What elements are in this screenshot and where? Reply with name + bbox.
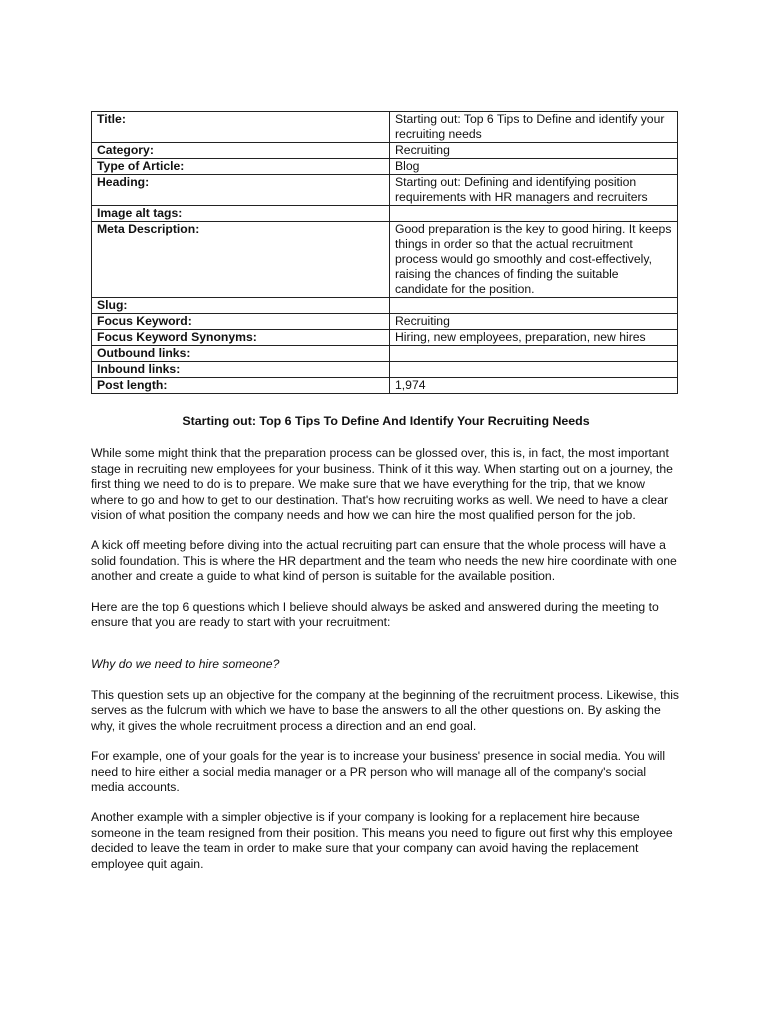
table-row <box>92 206 678 222</box>
paragraph: For example, one of your goals for the year is to increase your business' presence in social media. You will need to hire either a social media manager or a PR person who will manage all of the company's social media accounts. <box>91 749 666 794</box>
paragraph: Here are the top 6 questions which I believe should always be asked and answered during the meeting to ensure that you are ready to start with your recruitment: <box>91 599 659 630</box>
table-row <box>92 346 678 362</box>
meta-key: Image alt tags: <box>92 206 390 222</box>
table-row <box>92 159 678 175</box>
table-row <box>92 378 678 394</box>
article-heading: Starting out: Top 6 Tips To Define And Identify Your Recruiting Needs <box>182 414 590 428</box>
question-subheading: Why do we need to hire someone? <box>91 657 280 672</box>
table-row <box>92 314 678 330</box>
meta-value: Recruiting <box>390 314 678 330</box>
article-body <box>91 414 681 887</box>
meta-key: Slug: <box>92 298 390 314</box>
meta-value <box>390 362 678 378</box>
meta-value <box>390 346 678 362</box>
meta-value: 1,974 <box>390 378 678 394</box>
meta-value: Blog <box>390 159 678 175</box>
meta-key: Title: <box>92 112 390 143</box>
meta-key: Inbound links: <box>92 362 390 378</box>
table-row <box>92 362 678 378</box>
meta-key: Focus Keyword Synonyms: <box>92 330 390 346</box>
article-meta-table <box>91 111 678 394</box>
meta-key: Outbound links: <box>92 346 390 362</box>
table-row <box>92 330 678 346</box>
meta-value <box>390 206 678 222</box>
paragraph: A kick off meeting before diving into the actual recruiting part can ensure that the whole process will have a solid foundation. This is where the HR department and the team who needs the new hire coordinate with one another and create a guide to what kind of person is suitable for the available position. <box>91 538 677 584</box>
paragraph: While some might think that the preparation process can be glossed over, this is, in fact, the most important stage in recruiting new employees for your business. Think of it this way. When starting out on a journey, the first thing we need to do is to prepare. We make sure that we have everything for the trip, that we know where to go and how to get to our destination. That's how recruiting works as well. We need to have a clear vision of what position the company needs and how we can hire the most qualified person for the job. <box>91 446 673 523</box>
meta-key: Meta Description: <box>92 222 390 298</box>
meta-key: Category: <box>92 143 390 159</box>
table-row <box>92 143 678 159</box>
meta-value: Starting out: Defining and identifying position requirements with HR managers and recruiters <box>390 175 678 206</box>
table-row <box>92 112 678 143</box>
meta-key: Post length: <box>92 378 390 394</box>
meta-key: Type of Article: <box>92 159 390 175</box>
meta-value: Starting out: Top 6 Tips to Define and identify your recruiting needs <box>390 112 678 143</box>
meta-value: Recruiting <box>390 143 678 159</box>
paragraph: Another example with a simpler objective is if your company is looking for a replacement hire because someone in the team resigned from their position. This means you need to figure out first why this employee decided to leave the team in order to make sure that your company can avoid having the replacement employee quit again. <box>91 810 673 871</box>
table-row <box>92 175 678 206</box>
meta-value <box>390 298 678 314</box>
meta-key: Heading: <box>92 175 390 206</box>
paragraph: This question sets up an objective for the company at the beginning of the recruitment process. Likewise, this serves as the fulcrum with which we have to base the answers to all the other questions on. By asking the why, it gives the whole recruitment process a direction and an end goal. <box>91 687 680 733</box>
meta-key: Focus Keyword: <box>92 314 390 330</box>
meta-value: Hiring, new employees, preparation, new hires <box>390 330 678 346</box>
table-row <box>92 222 678 298</box>
table-row <box>92 298 678 314</box>
meta-value: Good preparation is the key to good hiring. It keeps things in order so that the actual recruitment process would go smoothly and cost-effectively, raising the chances of finding the suitable candidate for the position. <box>390 222 678 298</box>
